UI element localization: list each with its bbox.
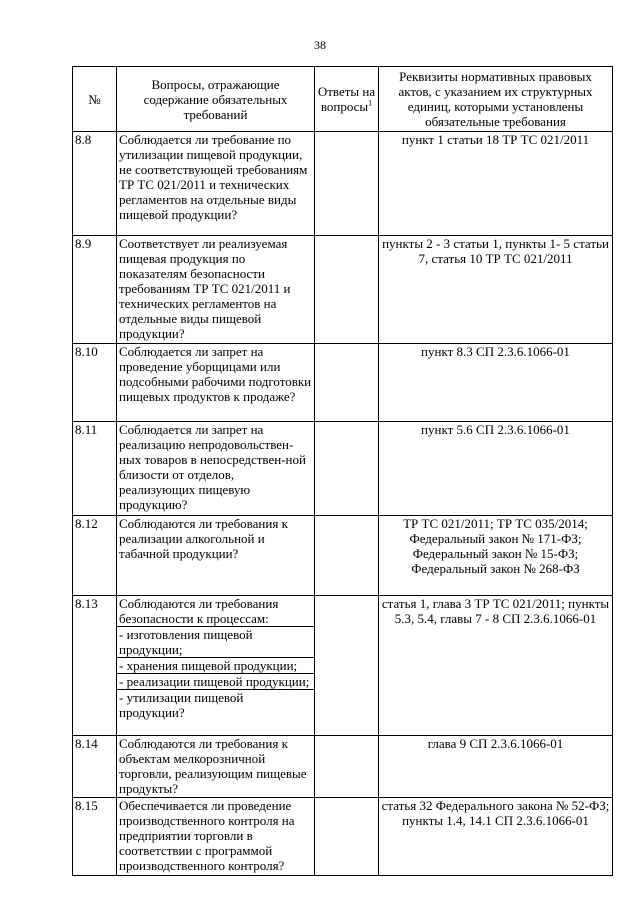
header-num: №	[73, 67, 117, 132]
row-question: Соблюдается ли требование по утилизации пищевой продукции, не соответствующей требованиям ТР ТС 021/2011 и технических регламентов на отдельные виды пищевой продукции?	[117, 132, 315, 236]
row-number: 8.8	[73, 132, 117, 236]
row-answer-cell	[315, 344, 379, 422]
row-reference: пункт 8.3 СП 2.3.6.1066-01	[379, 344, 613, 422]
row-answer-cell	[315, 596, 379, 736]
row-question: Обеспечивается ли проведение производственного контроля на предприятии торговли в соответствии с программой производственного контроля?	[117, 798, 315, 876]
row-reference: статья 32 Федерального закона № 52-ФЗ; пункты 1.4, 14.1 СП 2.3.6.1066-01	[379, 798, 613, 876]
row-reference: пункт 5.6 СП 2.3.6.1066-01	[379, 422, 613, 516]
row-reference: глава 9 СП 2.3.6.1066-01	[379, 736, 613, 798]
row-answer-cell	[315, 422, 379, 516]
table-header-row	[73, 67, 613, 132]
row-number: 8.15	[73, 798, 117, 876]
table-row	[73, 596, 613, 736]
row-question: Соблюдаются ли требования к объектам мелкорозничной торговли, реализующим пищевые продукты?	[117, 736, 315, 798]
row-subquestion: - утилизации пищевой продукции?	[117, 689, 314, 720]
row-number: 8.14	[73, 736, 117, 798]
row-reference: пункт 1 статьи 18 ТР ТС 021/2011	[379, 132, 613, 236]
row-reference: пункты 2 - 3 статьи 1, пункты 1- 5 статьи 7, статья 10 ТР ТС 021/2011	[379, 236, 613, 344]
page-number: 38	[314, 38, 326, 52]
header-answers	[315, 67, 379, 132]
row-question: Соблюдаются ли требования к реализации алкогольной и табачной продукции?	[117, 516, 315, 596]
header-answers-footnote: 1	[368, 98, 373, 108]
header-refs: Реквизиты нормативных правовых актов, с указанием их структурных единиц, которыми установлены обязательные требования	[379, 67, 613, 132]
table-row	[73, 516, 613, 596]
table-row	[73, 132, 613, 236]
row-number: 8.12	[73, 516, 117, 596]
row-number: 8.11	[73, 422, 117, 516]
table-row	[73, 236, 613, 344]
table-row	[73, 344, 613, 422]
header-question: Вопросы, отражающие содержание обязательных требований	[117, 67, 315, 132]
row-question-group	[117, 596, 315, 736]
row-answer-cell	[315, 236, 379, 344]
row-subquestion: - хранения пищевой продукции;	[117, 657, 314, 673]
row-subquestion: - изготовления пищевой продукции;	[117, 626, 314, 657]
row-question: Соблюдается ли запрет на реализацию непродовольствен-ных товаров в непосредствен-ной близости от отделов, реализующих пищевую продукцию?	[117, 422, 315, 516]
row-answer-cell	[315, 736, 379, 798]
row-question: Соблюдается ли запрет на проведение уборщицами или подсобными рабочими подготовки пищевых продуктов к продаже?	[117, 344, 315, 422]
row-reference: ТР ТС 021/2011; ТР ТС 035/2014; Федеральный закон № 171-ФЗ; Федеральный закон № 15-ФЗ; Федеральный закон № 268-ФЗ	[379, 516, 613, 596]
row-answer-cell	[315, 798, 379, 876]
row-subquestion: - реализации пищевой продукции;	[117, 673, 314, 689]
row-answer-cell	[315, 516, 379, 596]
table-row	[73, 798, 613, 876]
row-question: Соблюдаются ли требования безопасности к процессам:	[119, 596, 279, 626]
row-question: Соответствует ли реализуемая пищевая продукция по показателям безопасности требованиям ТР ТС 021/2011 и технических регламентов на отдельные виды пищевой продукции?	[117, 236, 315, 344]
table-row	[73, 736, 613, 798]
requirements-table	[72, 66, 613, 876]
row-number: 8.9	[73, 236, 117, 344]
row-number: 8.10	[73, 344, 117, 422]
row-number: 8.13	[73, 596, 117, 736]
row-reference: статья 1, глава 3 ТР ТС 021/2011; пункты 5.3, 5.4, главы 7 - 8 СП 2.3.6.1066-01	[379, 596, 613, 736]
table-row	[73, 422, 613, 516]
row-answer-cell	[315, 132, 379, 236]
header-answers-label: Ответы на вопросы	[317, 84, 376, 114]
